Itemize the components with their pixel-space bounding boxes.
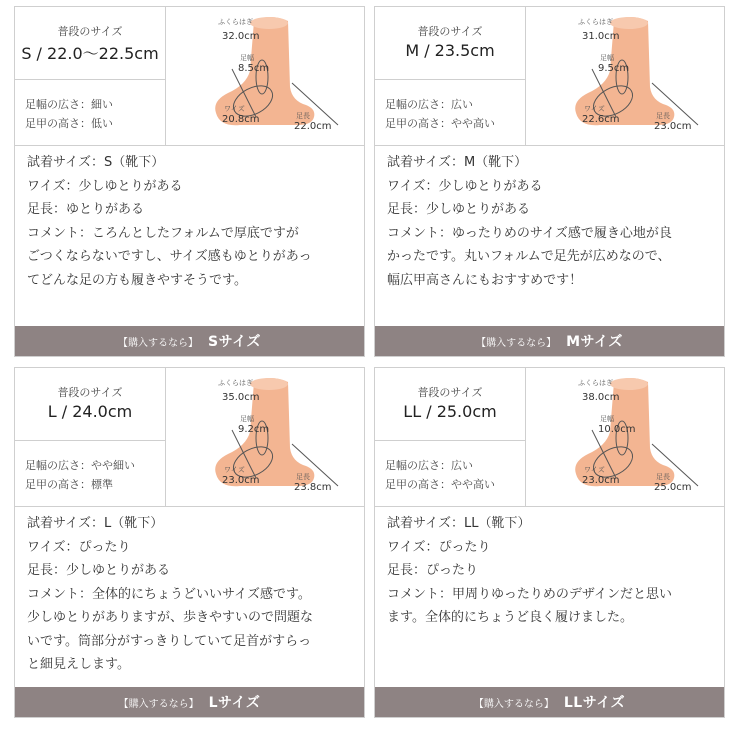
trial-comment: [387, 512, 717, 630]
comment-line: 足長：ぴったり: [387, 563, 479, 578]
calf-value: 38.0cm: [582, 392, 620, 403]
trial-comment-area: [15, 145, 364, 328]
ankle-value: 9.5cm: [598, 63, 630, 74]
buy-prefix: 【購入するなら】: [118, 699, 199, 710]
ankle-label: 足幅: [240, 54, 254, 62]
buy-size-banner[interactable]: [375, 687, 724, 717]
buy-size-banner[interactable]: [15, 326, 364, 356]
comment-line: 少しゆとりがありますが、歩きやすいので問題な: [27, 610, 314, 625]
comment-line: ワイズ：少しゆとりがある: [27, 178, 183, 194]
comment-line: コメント：ころんとしたフォルムで厚底ですが: [27, 225, 299, 241]
trial-comment-area: [375, 145, 724, 328]
length-label: 足長: [296, 473, 310, 481]
spec-panel: [15, 368, 166, 506]
ankle-label: 足幅: [600, 54, 614, 62]
comment-line: てどんな足の方も履きやすそうです。: [27, 272, 247, 288]
card-top: [375, 368, 724, 506]
comment-line: ワイズ：ぴったり: [27, 539, 131, 555]
ankle-value: 10.0cm: [598, 424, 636, 435]
comment-line: 試着サイズ：M（靴下）: [387, 155, 528, 170]
spec-header: [375, 7, 525, 80]
ankle-label: 足幅: [600, 415, 614, 423]
buy-size-banner[interactable]: [375, 326, 724, 356]
width-value: 23.0cm: [222, 475, 260, 486]
size-card-2: [14, 367, 365, 718]
usual-size-label: 普段のサイズ: [57, 25, 123, 38]
fit-info: [25, 456, 163, 494]
trial-comment-area: [375, 506, 724, 689]
length-label: 足長: [296, 112, 310, 120]
spec-panel: [375, 7, 526, 145]
fit-info: [385, 95, 523, 133]
comment-line: ます。全体的にちょうど良く履けました。: [387, 610, 633, 625]
trial-comment: [27, 512, 357, 677]
comment-line: コメント：甲周りゆったりめのデザインだと思い: [387, 586, 672, 602]
comment-line: 幅広甲高さんにもおすすめです！: [387, 272, 583, 288]
comment-line: コメント：全体的にちょうどいいサイズ感です。: [27, 586, 311, 602]
buy-size-label: Lサイズ: [208, 695, 261, 711]
length-label: 足長: [656, 473, 670, 481]
spec-header: [15, 7, 165, 80]
usual-size-value: M / 23.5cm: [405, 41, 495, 60]
trial-comment: [27, 151, 357, 292]
comment-line: 試着サイズ：S（靴下）: [27, 155, 165, 170]
comment-line: 足長：少しゆとりがある: [387, 202, 531, 217]
comment-line: コメント：ゆったりめのサイズ感で履き心地が良: [387, 225, 672, 241]
instep-height-text: 足甲の高さ：やや高い: [385, 478, 495, 491]
usual-size-value: L / 24.0cm: [47, 402, 133, 421]
buy-prefix: 【購入するなら】: [473, 699, 554, 710]
ankle-label: 足幅: [240, 415, 254, 423]
spec-header: [375, 368, 525, 441]
calf-label: ふくらはぎ: [218, 379, 253, 387]
foot-width-text: 足幅の広さ：やや細い: [25, 459, 135, 472]
instep-height-text: 足甲の高さ：やや高い: [385, 117, 495, 130]
usual-size-label: 普段のサイズ: [417, 386, 483, 399]
foot-icon: [166, 368, 364, 506]
width-label: ワイズ: [224, 105, 245, 113]
foot-icon: [526, 368, 724, 506]
trial-comment-area: [15, 506, 364, 689]
spec-panel: [15, 7, 166, 145]
fit-info: [25, 95, 163, 133]
instep-height-text: 足甲の高さ：標準: [25, 478, 113, 491]
comment-line: かったです。丸いフォルムで足先が広めなので、: [387, 249, 671, 264]
size-card-1: [374, 6, 725, 357]
length-value: 25.0cm: [654, 482, 692, 493]
instep-height-text: 足甲の高さ：低い: [25, 117, 113, 130]
foot-illustration: [166, 7, 364, 145]
width-value: 23.0cm: [582, 475, 620, 486]
comment-line: いです。筒部分がすっきりしていて足首がすらっ: [27, 633, 312, 649]
length-label: 足長: [656, 112, 670, 120]
card-top: [375, 7, 724, 145]
length-value: 23.8cm: [294, 482, 332, 493]
comment-line: 足長：ゆとりがある: [27, 202, 145, 217]
buy-size-label: LLサイズ: [563, 695, 626, 711]
width-value: 20.8cm: [222, 114, 260, 125]
trial-comment: [387, 151, 717, 292]
foot-illustration: [526, 7, 724, 145]
ankle-value: 8.5cm: [238, 63, 270, 74]
comment-line: ごつくならないですし、サイズ感もゆとりがあっ: [27, 249, 312, 264]
ankle-value: 9.2cm: [238, 424, 270, 435]
card-top: [15, 7, 364, 145]
buy-size-label: Mサイズ: [566, 334, 623, 350]
calf-value: 31.0cm: [582, 31, 620, 42]
width-value: 22.6cm: [582, 114, 620, 125]
usual-size-value: LL / 25.0cm: [403, 402, 497, 421]
width-label: ワイズ: [584, 105, 605, 113]
comment-line: ワイズ：少しゆとりがある: [387, 178, 543, 194]
width-label: ワイズ: [224, 466, 245, 474]
foot-illustration: [526, 368, 724, 506]
comment-line: 試着サイズ：L（靴下）: [27, 516, 164, 531]
fit-info: [385, 456, 523, 494]
buy-prefix: 【購入するなら】: [118, 338, 199, 349]
calf-value: 32.0cm: [222, 31, 260, 42]
foot-width-text: 足幅の広さ：細い: [25, 98, 113, 111]
buy-size-banner[interactable]: [15, 687, 364, 717]
spec-panel: [375, 368, 526, 506]
foot-width-text: 足幅の広さ：広い: [385, 98, 473, 111]
size-card-3: [374, 367, 725, 718]
calf-label: ふくらはぎ: [578, 379, 613, 387]
comment-line: ワイズ：ぴったり: [387, 539, 491, 555]
comment-line: 足長：少しゆとりがある: [27, 563, 171, 578]
calf-label: ふくらはぎ: [218, 18, 253, 26]
foot-icon: [526, 7, 724, 145]
buy-prefix: 【購入するなら】: [476, 338, 557, 349]
comment-line: と細見えします。: [27, 657, 130, 672]
foot-width-text: 足幅の広さ：広い: [385, 459, 473, 472]
calf-value: 35.0cm: [222, 392, 260, 403]
usual-size-label: 普段のサイズ: [57, 386, 123, 399]
spec-header: [15, 368, 165, 441]
usual-size-value: S / 22.0〜22.5cm: [21, 44, 159, 63]
buy-size-label: Sサイズ: [208, 334, 261, 350]
width-label: ワイズ: [584, 466, 605, 474]
size-card-0: [14, 6, 365, 357]
usual-size-label: 普段のサイズ: [417, 25, 483, 38]
foot-icon: [166, 7, 364, 145]
foot-illustration: [166, 368, 364, 506]
length-value: 23.0cm: [654, 121, 692, 132]
calf-label: ふくらはぎ: [578, 18, 613, 26]
card-top: [15, 368, 364, 506]
comment-line: 試着サイズ：LL（靴下）: [387, 516, 531, 531]
length-value: 22.0cm: [294, 121, 332, 132]
